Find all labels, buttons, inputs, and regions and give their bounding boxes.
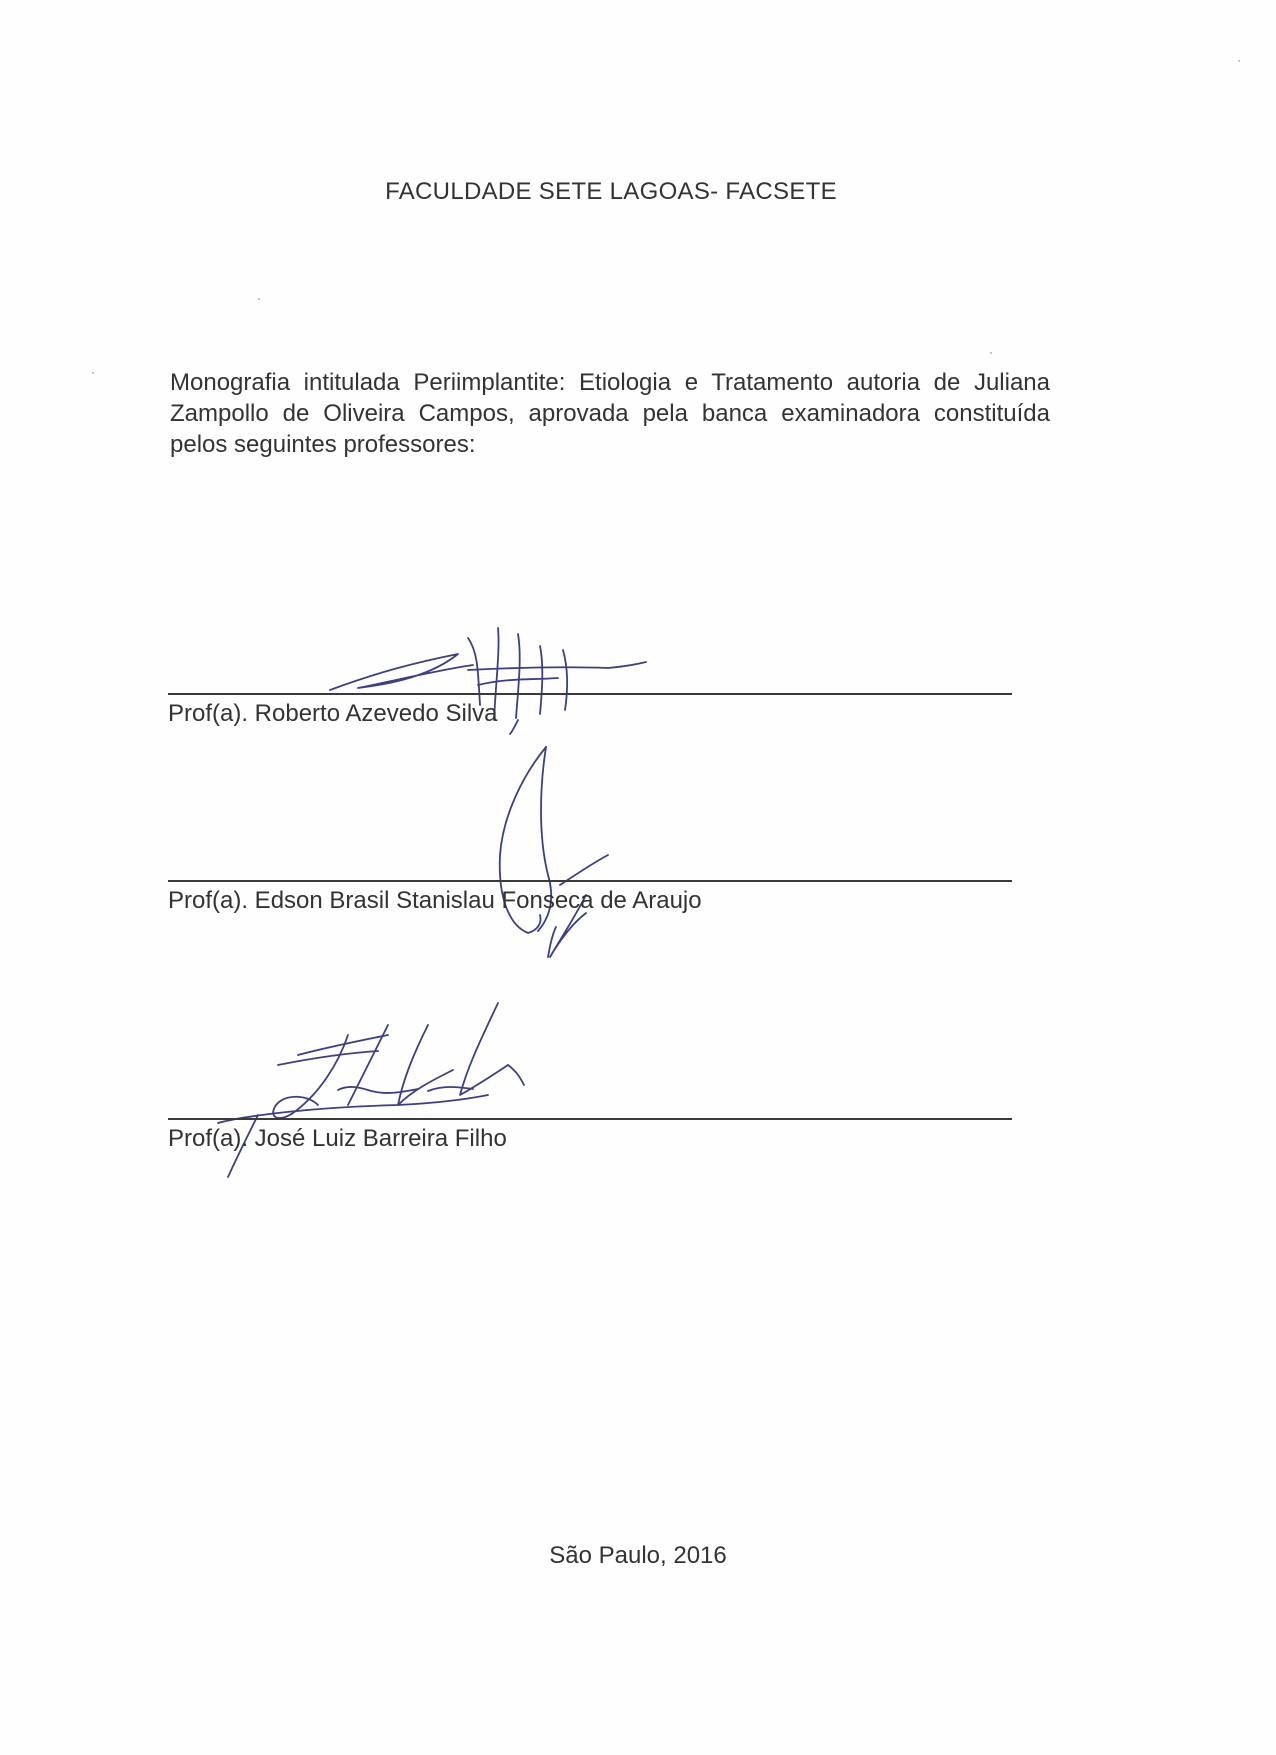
signature-3-handwritten — [198, 995, 578, 1185]
signature-block-3 — [168, 995, 1012, 1185]
examiner-name-1: Prof(a). Roberto Azevedo Silva — [168, 700, 498, 727]
place-and-date: São Paulo, 2016 — [549, 1542, 727, 1569]
scan-speck — [92, 372, 94, 374]
approval-statement: Monografia intitulada Periimplantite: Etiologia e Tratamento autoria de Juliana Zampollo de Oliveira Campos, aprovada pela banca examinadora constituída pelos seguintes professores: — [170, 369, 1050, 458]
scan-speck — [1238, 60, 1240, 62]
examiner-name-2: Prof(a). Edson Brasil Stanislau Fonseca de Araujo — [168, 887, 702, 914]
signature-2-handwritten — [468, 745, 668, 975]
institution-heading: FACULDADE SETE LAGOAS- FACSETE — [385, 178, 837, 205]
signature-line-3 — [168, 1118, 1012, 1120]
scan-speck — [990, 352, 992, 354]
signature-line-1 — [168, 693, 1012, 695]
examiner-name-3: Prof(a). José Luiz Barreira Filho — [168, 1125, 507, 1152]
signature-line-2 — [168, 880, 1012, 882]
signature-block-2 — [168, 745, 1012, 965]
scan-speck — [258, 298, 260, 300]
signature-block-1 — [168, 600, 1012, 730]
